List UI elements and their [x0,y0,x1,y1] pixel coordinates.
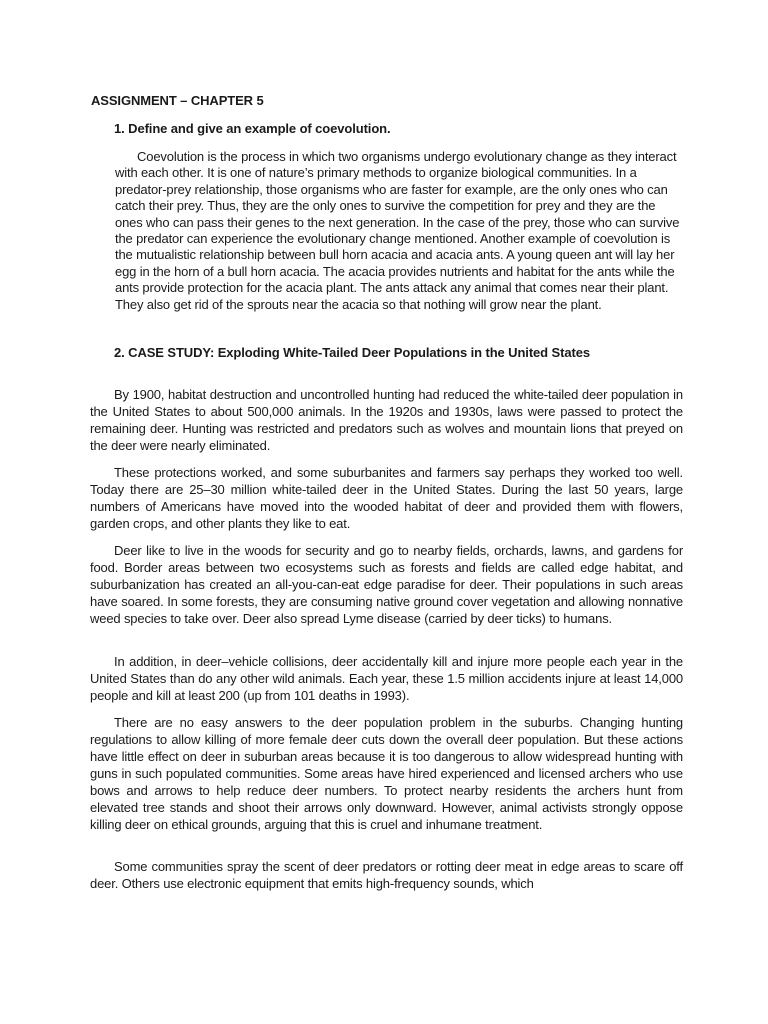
case-study-paragraph-1: By 1900, habitat destruction and uncontrolled hunting had reduced the white-tailed deer population in the United States to about 500,000 animals. In the 1920s and 1930s, laws were passed to protect the remaining deer. Hunting was restricted and predators such as wolves and mountain lions that preyed on the deer were nearly eliminated. [90,387,683,453]
question-1-answer: Coevolution is the process in which two organisms undergo evolutionary change as they interact with each other. It is one of nature’s primary methods to organize biological communities. In a predator-prey relationship, those organisms who are faster for example, are the only ones who can catch their prey. Thus, they are the only ones to survive the competition for prey and they are the ones who can pass their genes to the next generation. In the case of the prey, those who can survive the predator can experience the evolutionary change mentioned. Another example of coevolution is the mutualistic relationship between bull horn acacia and acacia ants. A young queen ant will lay her egg in the horn of a bull horn acacia. The acacia provides nutrients and habitat for the ants while the ants provide protection for the acacia plant. The ants attack any animal that comes near their plant. They also get rid of the sprouts near the acacia so that nothing will grow near the plant. [115,149,680,312]
document-title: ASSIGNMENT – CHAPTER 5 [91,93,264,108]
case-study-paragraph-3: Deer like to live in the woods for security and go to nearby fields, orchards, lawns, and gardens for food. Border areas between two ecosystems such as forests and fields are called edge habitat, and suburbanization has created an all-you-can-eat edge paradise for deer. Their populations in such areas have soared. In some forests, they are consuming native ground cover vegetation and allowing nonnative weed species to take over. Deer also spread Lyme disease (carried by deer ticks) to humans. [90,543,683,626]
case-study-paragraph-6: Some communities spray the scent of deer predators or rotting deer meat in edge areas to scare off deer. Others use electronic equipment that emits high-frequency sounds, which [90,859,683,891]
question-1-heading: 1. Define and give an example of coevolution. [114,121,391,136]
question-2-heading: 2. CASE STUDY: Exploding White-Tailed Deer Populations in the United States [114,345,590,360]
case-study-paragraph-4: In addition, in deer–vehicle collisions, deer accidentally kill and injure more people each year in the United States than do any other wild animals. Each year, these 1.5 million accidents injure at least 14,000 people and kill at least 200 (up from 101 deaths in 1993). [90,654,683,703]
case-study-paragraph-2: These protections worked, and some suburbanites and farmers say perhaps they worked too well. Today there are 25–30 million white-tailed deer in the United States. During the last 50 years, large numbers of Americans have moved into the wooded habitat of deer and provided them with flowers, garden crops, and other plants they like to eat. [90,465,683,531]
case-study-paragraph-5: There are no easy answers to the deer population problem in the suburbs. Changing hunting regulations to allow killing of more female deer cuts down the overall deer population. But these actions have little effect on deer in suburban areas because it is too dangerous to allow widespread hunting with guns in such populated communities. Some areas have hired experienced and licensed archers who use bows and arrows to help reduce deer numbers. To protect nearby residents the archers hunt from elevated tree stands and shoot their arrows only downward. However, animal activists strongly oppose killing deer on ethical grounds, arguing that this is cruel and inhumane treatment. [90,715,683,832]
